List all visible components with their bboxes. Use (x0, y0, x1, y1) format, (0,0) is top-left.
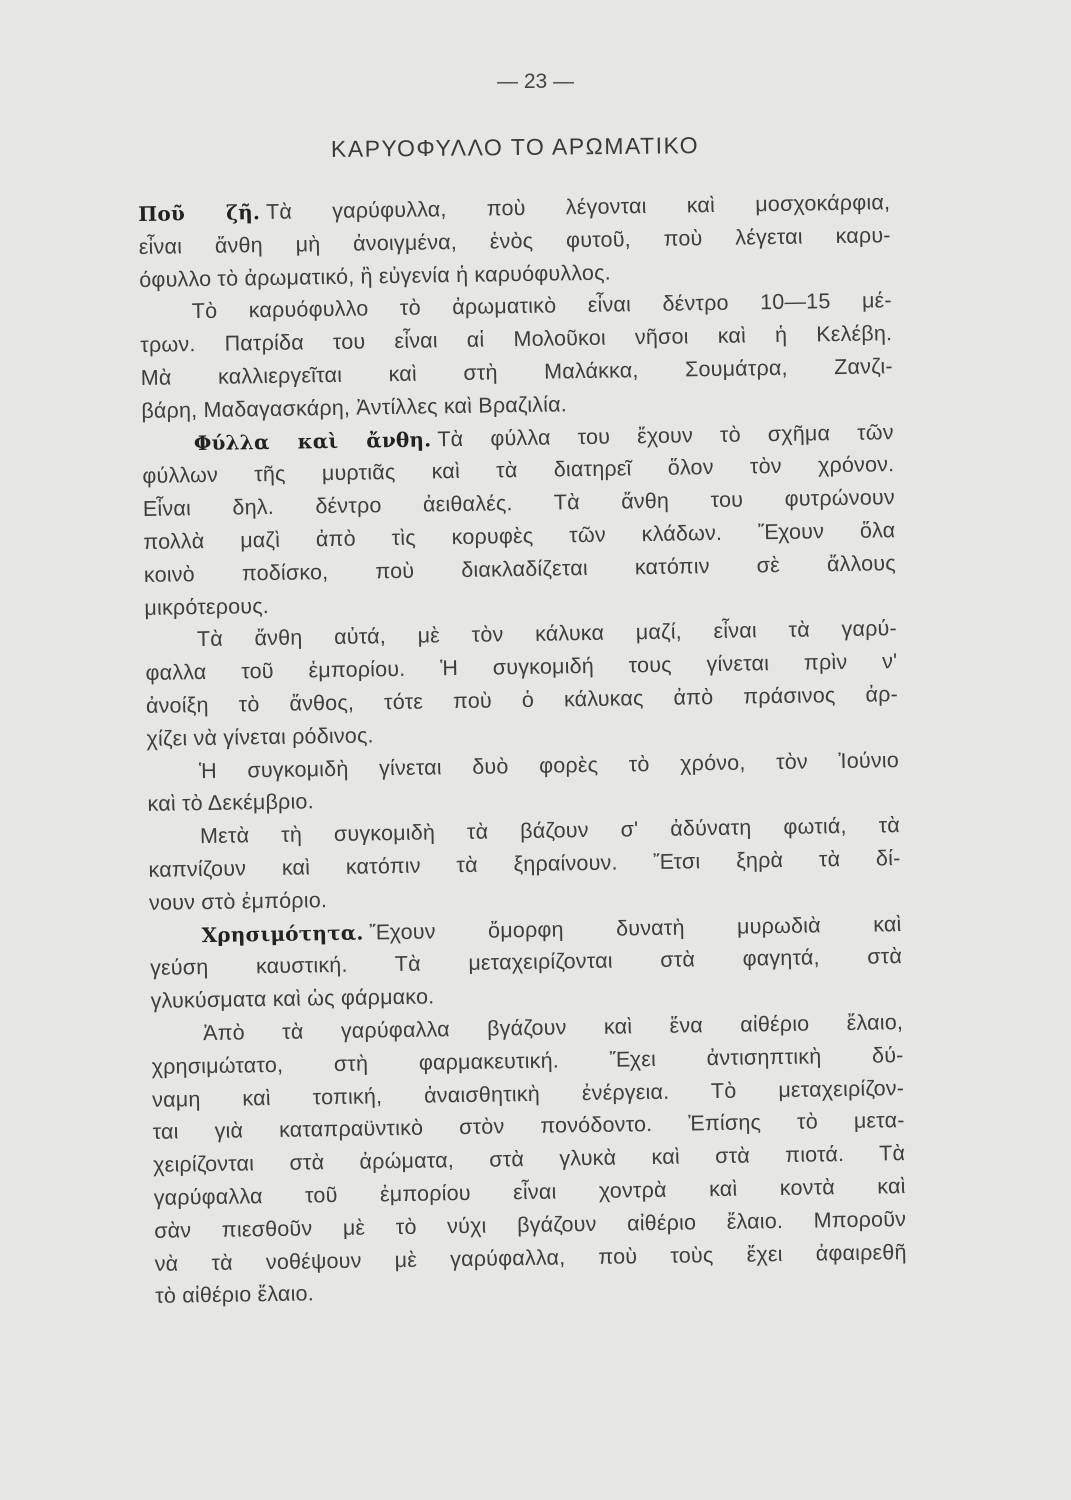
line-text: χρησιμώτατο, στὴ φαρμακευτική. Ἔχει ἀντισηπτικὴ δύ- (151, 1042, 904, 1079)
line-text: καὶ τὸ Δεκέμβριο. (147, 789, 314, 817)
line-text: τρων. Πατρίδα του εἶναι αἱ Μολοῦκοι νῆσοι καὶ ἡ Κελέβη. (140, 321, 893, 358)
section-heading: Χρησιμότητα. (201, 920, 364, 947)
line-text: εἶναι ἄνθη μὴ ἀνοιγμένα, ἑνὸς φυτοῦ, ποὺ λέγεται καρυ- (138, 222, 891, 259)
line-text: γαρύφαλλα τοῦ ἐμπορίου εἶναι χοντρὰ καὶ κοντὰ καὶ (153, 1173, 906, 1210)
line-text: ται γιὰ καταπραϋντικὸ στὸν πονόδοντο. Ἐπίσης τὸ μετα- (152, 1108, 905, 1145)
line-text: χειρίζονται στὰ ἀρώματα, στὰ γλυκὰ καὶ στὰ πιοτά. Τὰ (153, 1141, 906, 1177)
line-text: σὰν πιεσθοῦν μὲ τὸ νύχι βγάζουν αἰθέριο ἔλαιο. Μποροῦν (154, 1206, 907, 1243)
line-text: χίζει νὰ γίνεται ρόδινος. (146, 723, 374, 751)
section-heading: Ποῦ ζῆ. (138, 200, 261, 226)
line-text: Ἔχουν ὄμορφη δυνατὴ μυρωδιὰ καὶ (369, 911, 902, 944)
line-text: βάρη, Μαδαγασκάρη, Ἀντίλλες καὶ Βραζιλία. (141, 392, 568, 423)
line-text: Τὰ ἄνθη αὐτά, μὲ τὸν κάλυκα μαζί, εἶναι τὰ γαρύ- (196, 616, 898, 652)
line-text: κοινὸ ποδίσκο, ποὺ διακλαδίζεται κατόπιν σὲ ἄλλους (143, 550, 897, 587)
line-text: Τὸ καρυόφυλλο τὸ ἀρωματικὸ εἶναι δέντρο 10—15 μέ- (191, 288, 892, 324)
line-text: Ἀπὸ τὰ γαρύφαλλα βγάζουν καὶ ἕνα αἰθέριο ἔλαιο, (202, 1010, 904, 1046)
line-text: γεύση καυστική. Τὰ μεταχειρίζονται στὰ φαγητά, στὰ (149, 944, 903, 981)
line-text: γλυκύσματα καὶ ὡς φάρμακο. (150, 984, 435, 1014)
line-text: ἀνοίξη τὸ ἄνθος, τότε ποὺ ὁ κάλυκας ἀπὸ πράσινος ἀρ- (145, 682, 899, 718)
line-text: μικρότερους. (144, 593, 270, 620)
line-text: Τὰ φύλλα του ἔχουν τὸ σχῆμα τῶν (437, 419, 894, 451)
body-text (138, 186, 907, 1313)
line-text: φύλλων τῆς μυρτιᾶς καὶ τὰ διατηρεῖ ὅλον τὸν χρόνον. (142, 452, 895, 489)
line-text: ναμη καὶ τοπική, ἀναισθητικὴ ἐνέργεια. Τὸ μεταχειρίζον- (151, 1075, 905, 1112)
line-text: φαλλα τοῦ ἐμπορίου. Ἡ συγκομιδή τους γίνεται πρὶν ν' (145, 649, 898, 686)
section-heading: Φύλλα καὶ ἄνθη. (193, 427, 432, 455)
line-text: όφυλλο τὸ ἀρωματικό, ἢ εὐγενία ἡ καρυόφυλλος. (139, 260, 612, 292)
line-text: Εἶναι δηλ. δέντρο ἀειθαλές. Τὰ ἄνθη του φυτρώνουν (142, 485, 895, 522)
line-text: Ἡ συγκομιδὴ γίνεται δυὸ φορὲς τὸ χρόνο, τὸν Ἰούνιο (198, 747, 900, 783)
line-text: Τὰ γαρύφυλλα, ποὺ λέγονται καὶ μοσχοκάρφια, (265, 190, 891, 224)
line-text: καπνίζουν καὶ κατόπιν τὰ ξηραίνουν. Ἔτσι ξηρὰ τὰ δί- (148, 846, 901, 882)
line-text: νὰ τὰ νοθέψουν μὲ γαρύφαλλα, ποὺ τοὺς ἔχει ἀφαιρεθῆ (154, 1239, 907, 1276)
page-title: ΚΑΡΥΟΦΥΛΛΟ ΤΟ ΑΡΩΜΑΤΙΚΟ (330, 132, 700, 162)
line-text: πολλὰ μαζὶ ἀπὸ τὶς κορυφὲς τῶν κλάδων. Ἔχουν ὅλα (143, 518, 896, 554)
line-text: Μὰ καλλιεργεῖται καὶ στὴ Μαλάκκα, Σουμάτρα, Ζανζι- (140, 354, 893, 390)
line-text: Μετὰ τὴ συγκομιδὴ τὰ βάζουν σ' ἀδύνατη φωτιά, τὰ (199, 813, 901, 849)
line-text: τὸ αἰθέριο ἔλαιο. (155, 1281, 315, 1309)
page-number: — 23 — (496, 70, 575, 93)
line-text: νουν στὸ ἐμπόριο. (148, 887, 328, 915)
